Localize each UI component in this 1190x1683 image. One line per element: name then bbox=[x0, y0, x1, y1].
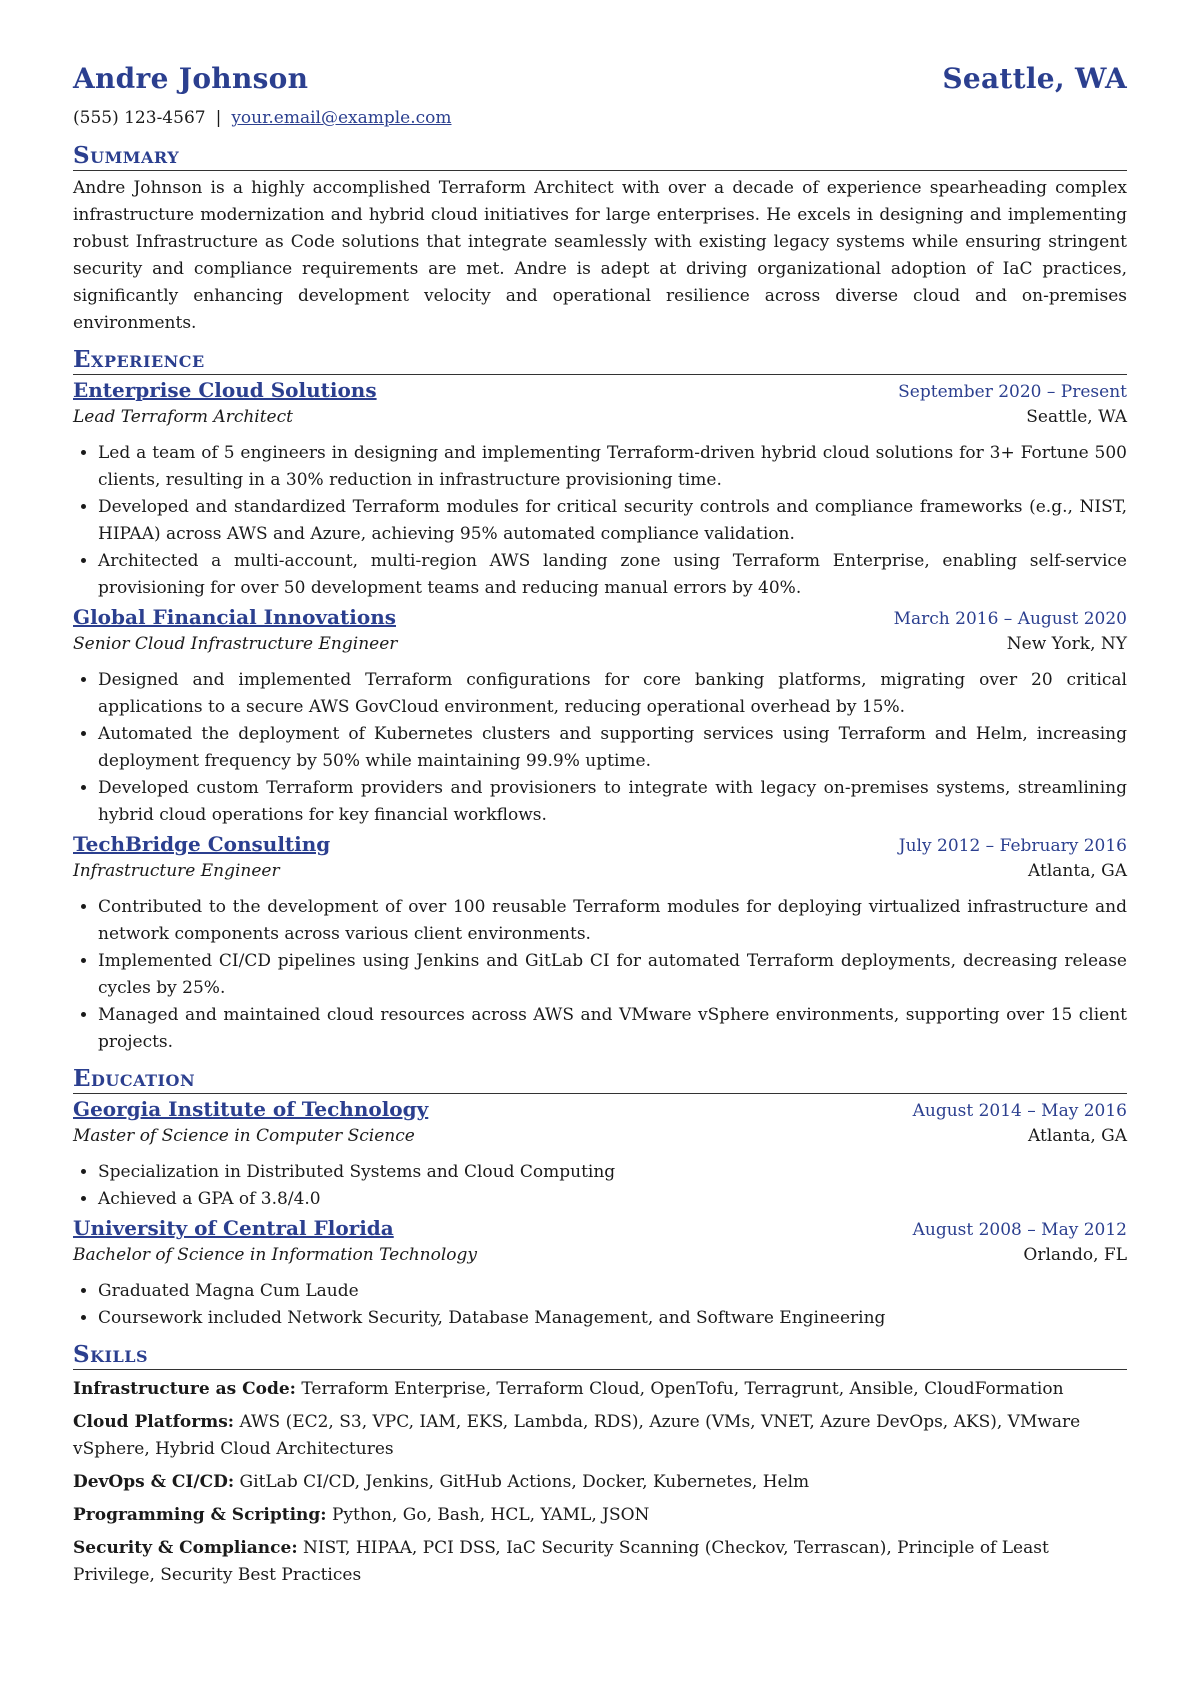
achievement-item: • Automated the deployment of Kubernetes clusters and supporting services using Terraform and Helm, increasing deployment frequency by 50% while maintaining 99.9% uptime. bbox=[98, 721, 1127, 775]
contact-separator: | bbox=[215, 108, 222, 128]
email-link[interactable]: your.email@example.com bbox=[231, 108, 452, 128]
education-detail-list bbox=[73, 1278, 1127, 1332]
achievement-item: • Architected a multi-account, multi-region AWS landing zone using Terraform Enterprise, enabling self-service provisioning for over 50 development teams and reducing manual errors by 40%. bbox=[98, 548, 1127, 602]
education-detail-item: • Coursework included Network Security, Database Management, and Software Engineering bbox=[98, 1305, 1127, 1332]
skill-category: Cloud Platforms: bbox=[73, 1412, 235, 1432]
candidate-location: Seattle, WA bbox=[942, 62, 1127, 95]
achievement-list bbox=[73, 667, 1127, 829]
education-entry bbox=[73, 1216, 1127, 1332]
study-dates: August 2008 – May 2012 bbox=[912, 1220, 1127, 1240]
achievement-item: • Managed and maintained cloud resources across AWS and VMware vSphere environments, supporting over 15 client projects. bbox=[98, 1002, 1127, 1056]
skill-row bbox=[73, 1502, 1127, 1529]
skill-category: DevOps & CI/CD: bbox=[73, 1472, 235, 1492]
achievement-item: • Implemented CI/CD pipelines using Jenkins and GitLab CI for automated Terraform deployments, decreasing release cycles by 25%. bbox=[98, 948, 1127, 1002]
job-title: Senior Cloud Infrastructure Engineer bbox=[73, 634, 398, 654]
employment-dates: September 2020 – Present bbox=[898, 382, 1127, 402]
experience-entry bbox=[73, 378, 1127, 602]
section-title-summary: Summary bbox=[73, 142, 1127, 171]
skill-row bbox=[73, 1535, 1127, 1589]
skill-values: Python, Go, Bash, HCL, YAML, JSON bbox=[331, 1505, 650, 1525]
education-detail-list bbox=[73, 1159, 1127, 1213]
contact-line bbox=[73, 108, 1127, 134]
job-location: New York, NY bbox=[1006, 634, 1127, 654]
skill-values: Terraform Enterprise, Terraform Cloud, OpenTofu, Terragrunt, Ansible, CloudFormation bbox=[301, 1379, 1064, 1399]
achievement-item: • Developed and standardized Terraform modules for critical security controls and compliance frameworks (e.g., NIST, HIPAA) across AWS and Azure, achieving 95% automated compliance validation. bbox=[98, 494, 1127, 548]
achievement-item: • Designed and implemented Terraform configurations for core banking platforms, migrating over 20 critical applications to a secure AWS GovCloud environment, reducing operational overhead by 15%. bbox=[98, 667, 1127, 721]
section-title-experience: Experience bbox=[73, 346, 1127, 375]
resume-header bbox=[73, 62, 1127, 102]
school-location: Atlanta, GA bbox=[1028, 1126, 1127, 1146]
school-link[interactable]: Georgia Institute of Technology bbox=[73, 1097, 429, 1121]
degree-title: Bachelor of Science in Information Technology bbox=[73, 1245, 477, 1265]
employment-dates: July 2012 – February 2016 bbox=[898, 836, 1127, 856]
school-location: Orlando, FL bbox=[1023, 1245, 1127, 1265]
achievement-list bbox=[73, 440, 1127, 602]
achievement-item: • Led a team of 5 engineers in designing and implementing Terraform-driven hybrid cloud solutions for 3+ Fortune 500 clients, resulting in a 30% reduction in infrastructure provisioning time. bbox=[98, 440, 1127, 494]
employment-dates: March 2016 – August 2020 bbox=[893, 609, 1127, 629]
employer-link[interactable]: Global Financial Innovations bbox=[73, 605, 396, 629]
skill-values: AWS (EC2, S3, VPC, IAM, EKS, Lambda, RDS), Azure (VMs, VNET, Azure DevOps, AKS), VMware vSphere, Hybrid Cloud Architectures bbox=[73, 1412, 1081, 1459]
achievement-item: • Contributed to the development of over 100 reusable Terraform modules for deploying virtualized infrastructure and network components across various client environments. bbox=[98, 894, 1127, 948]
skill-values: GitLab CI/CD, Jenkins, GitHub Actions, Docker, Kubernetes, Helm bbox=[239, 1472, 810, 1492]
job-title: Lead Terraform Architect bbox=[73, 407, 293, 427]
study-dates: August 2014 – May 2016 bbox=[912, 1101, 1127, 1121]
degree-title: Master of Science in Computer Science bbox=[73, 1126, 415, 1146]
achievement-item: • Developed custom Terraform providers and provisioners to integrate with legacy on-premises systems, streamlining hybrid cloud operations for key financial workflows. bbox=[98, 775, 1127, 829]
employer-link[interactable]: Enterprise Cloud Solutions bbox=[73, 378, 377, 402]
skill-row bbox=[73, 1469, 1127, 1496]
job-title: Infrastructure Engineer bbox=[73, 861, 280, 881]
skill-category: Security & Compliance: bbox=[73, 1538, 298, 1558]
skill-category: Infrastructure as Code: bbox=[73, 1379, 296, 1399]
school-link[interactable]: University of Central Florida bbox=[73, 1216, 394, 1240]
employer-link[interactable]: TechBridge Consulting bbox=[73, 832, 331, 856]
experience-entry bbox=[73, 605, 1127, 829]
education-detail-item: • Specialization in Distributed Systems and Cloud Computing bbox=[98, 1159, 1127, 1186]
skill-values: NIST, HIPAA, PCI DSS, IaC Security Scanning (Checkov, Terrascan), Principle of Least Privilege, Security Best Practices bbox=[73, 1538, 1049, 1585]
skill-row bbox=[73, 1409, 1127, 1463]
achievement-list bbox=[73, 894, 1127, 1056]
resume-page bbox=[73, 62, 1127, 1589]
section-title-skills: Skills bbox=[73, 1341, 1127, 1370]
candidate-name: Andre Johnson bbox=[73, 62, 309, 95]
education-detail-item: • Achieved a GPA of 3.8/4.0 bbox=[98, 1186, 1127, 1213]
job-location: Atlanta, GA bbox=[1028, 861, 1127, 881]
education-entry bbox=[73, 1097, 1127, 1213]
section-title-education: Education bbox=[73, 1065, 1127, 1094]
experience-entry bbox=[73, 832, 1127, 1056]
summary-paragraph: Andre Johnson is a highly accomplished Terraform Architect with over a decade of experience spearheading complex infrastructure modernization and hybrid cloud initiatives for large enterprises. He excels in designing and implementing robust Infrastructure as Code solutions that integrate seamlessly with existing legacy systems while ensuring stringent security and compliance requirements are met. Andre is adept at driving organizational adoption of IaC practices, significantly enhancing development velocity and operational resilience across diverse cloud and on-premises environments. bbox=[73, 178, 1127, 333]
phone-number: (555) 123-4567 bbox=[73, 108, 206, 128]
job-location: Seattle, WA bbox=[1026, 407, 1127, 427]
education-detail-item: • Graduated Magna Cum Laude bbox=[98, 1278, 1127, 1305]
skill-category: Programming & Scripting: bbox=[73, 1505, 327, 1525]
skill-row bbox=[73, 1376, 1127, 1403]
